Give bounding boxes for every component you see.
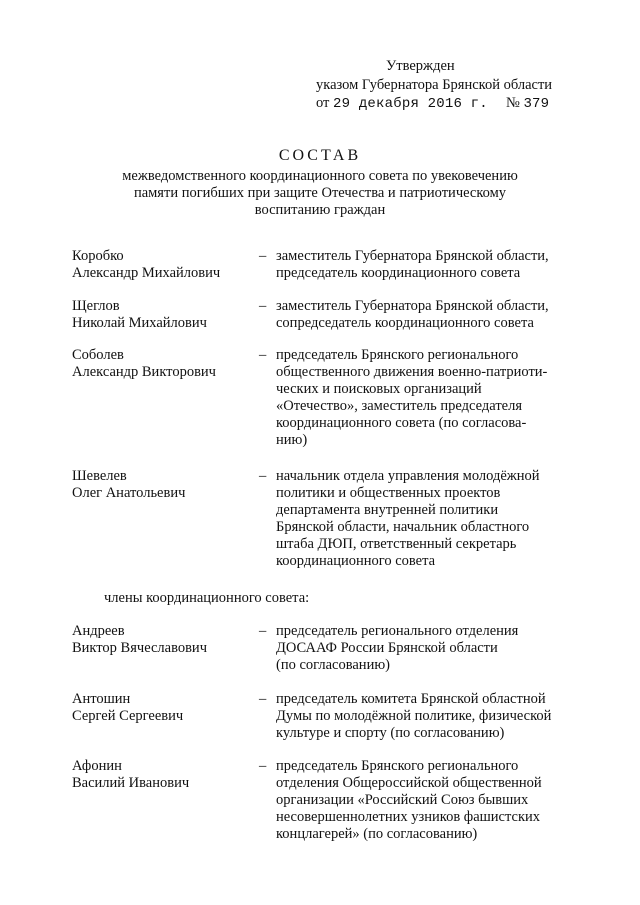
role-line: общественного движения военно-патриоти- [276, 364, 548, 380]
member-given-names: Александр Михайлович [72, 265, 221, 281]
role-line: председатель Брянского регионального [276, 347, 519, 363]
member-name [72, 248, 252, 282]
member-surname: Соболев [72, 347, 124, 363]
dash-separator: – [259, 691, 267, 707]
member-role [276, 347, 576, 449]
member-given-names: Василий Иванович [72, 775, 190, 791]
subtitle-line: воспитанию граждан [254, 202, 386, 218]
member-given-names: Николай Михайлович [72, 315, 207, 331]
document-title: СОСТАВ [278, 147, 362, 164]
role-line: (по согласованию) [276, 657, 390, 673]
title-block [80, 146, 560, 219]
member-name [72, 623, 252, 657]
role-line: организации «Российский Союз бывших [276, 792, 529, 808]
member-name [72, 691, 252, 725]
dash-separator: – [259, 623, 267, 639]
member-given-names: Сергей Сергеевич [72, 708, 184, 724]
role-line: заместитель Губернатора Брянской области, [276, 298, 549, 314]
role-line: сопредседатель координационного совета [276, 315, 534, 331]
member-given-names: Олег Анатольевич [72, 485, 186, 501]
role-line: председатель Брянского регионального [276, 758, 519, 774]
number-prefix: № [505, 95, 520, 111]
role-line: Думы по молодёжной политике, физической [276, 708, 552, 724]
role-line: нию) [276, 432, 308, 448]
role-line: начальник отдела управления молодёжной [276, 468, 540, 484]
member-given-names: Александр Викторович [72, 364, 216, 380]
member-surname: Антошин [72, 691, 131, 707]
role-line: координационного совета (по согласова- [276, 415, 527, 431]
dash-separator: – [259, 298, 267, 314]
role-line: концлагерей» (по согласованию) [276, 826, 478, 842]
member-role [276, 298, 576, 332]
member-surname: Шевелев [72, 468, 127, 484]
dash-separator: – [259, 347, 267, 363]
role-line: заместитель Губернатора Брянской области, [276, 248, 549, 264]
member-role [276, 468, 576, 570]
member-role [276, 623, 576, 674]
member-role [276, 248, 576, 282]
member-name [72, 347, 252, 381]
role-line: культуре и спорту (по согласованию) [276, 725, 505, 741]
approval-heading: Утвержден [386, 58, 455, 74]
role-line: ДОСААФ России Брянской области [276, 640, 498, 656]
role-line: председатель координационного совета [276, 265, 521, 281]
member-role [276, 691, 576, 742]
role-line: несовершеннолетних узников фашистских [276, 809, 540, 825]
subtitle-line: межведомственного координационного совета по увековечению [122, 168, 518, 184]
dash-separator: – [259, 758, 267, 774]
member-given-names: Виктор Вячеславович [72, 640, 207, 656]
role-line: председатель комитета Брянской областной [276, 691, 546, 707]
role-line: политики и общественных проектов [276, 485, 501, 501]
approval-date-line [316, 94, 549, 114]
role-line: департамента внутренней политики [276, 502, 499, 518]
role-line: ческих и поисковых организаций [276, 381, 482, 397]
role-line: штаба ДЮП, ответственный секретарь [276, 536, 517, 552]
role-line: координационного совета [276, 553, 436, 569]
decree-date: 29 декабря 2016 г. [333, 96, 488, 112]
approval-stamp [0, 0, 640, 120]
member-surname: Афонин [72, 758, 122, 774]
member-surname: Коробко [72, 248, 124, 264]
member-surname: Андреев [72, 623, 125, 639]
role-line: «Отечество», заместитель председателя [276, 398, 523, 414]
decree-number: 379 [523, 96, 550, 112]
dash-separator: – [259, 248, 267, 264]
members-section-label: члены координационного совета: [104, 590, 310, 606]
member-name [72, 298, 252, 332]
dash-separator: – [259, 468, 267, 484]
approval-decree: указом Губернатора Брянской области [316, 77, 553, 93]
member-surname: Щеглов [72, 298, 120, 314]
member-name [72, 758, 252, 792]
member-role [276, 758, 576, 843]
role-line: отделения Общероссийской общественной [276, 775, 542, 791]
subtitle-line: памяти погибших при защите Отечества и патриотическому [133, 185, 507, 201]
document-subtitle [80, 168, 560, 219]
role-line: председатель регионального отделения [276, 623, 519, 639]
member-name [72, 468, 252, 502]
role-line: Брянской области, начальник областного [276, 519, 530, 535]
date-prefix: от [316, 95, 330, 111]
